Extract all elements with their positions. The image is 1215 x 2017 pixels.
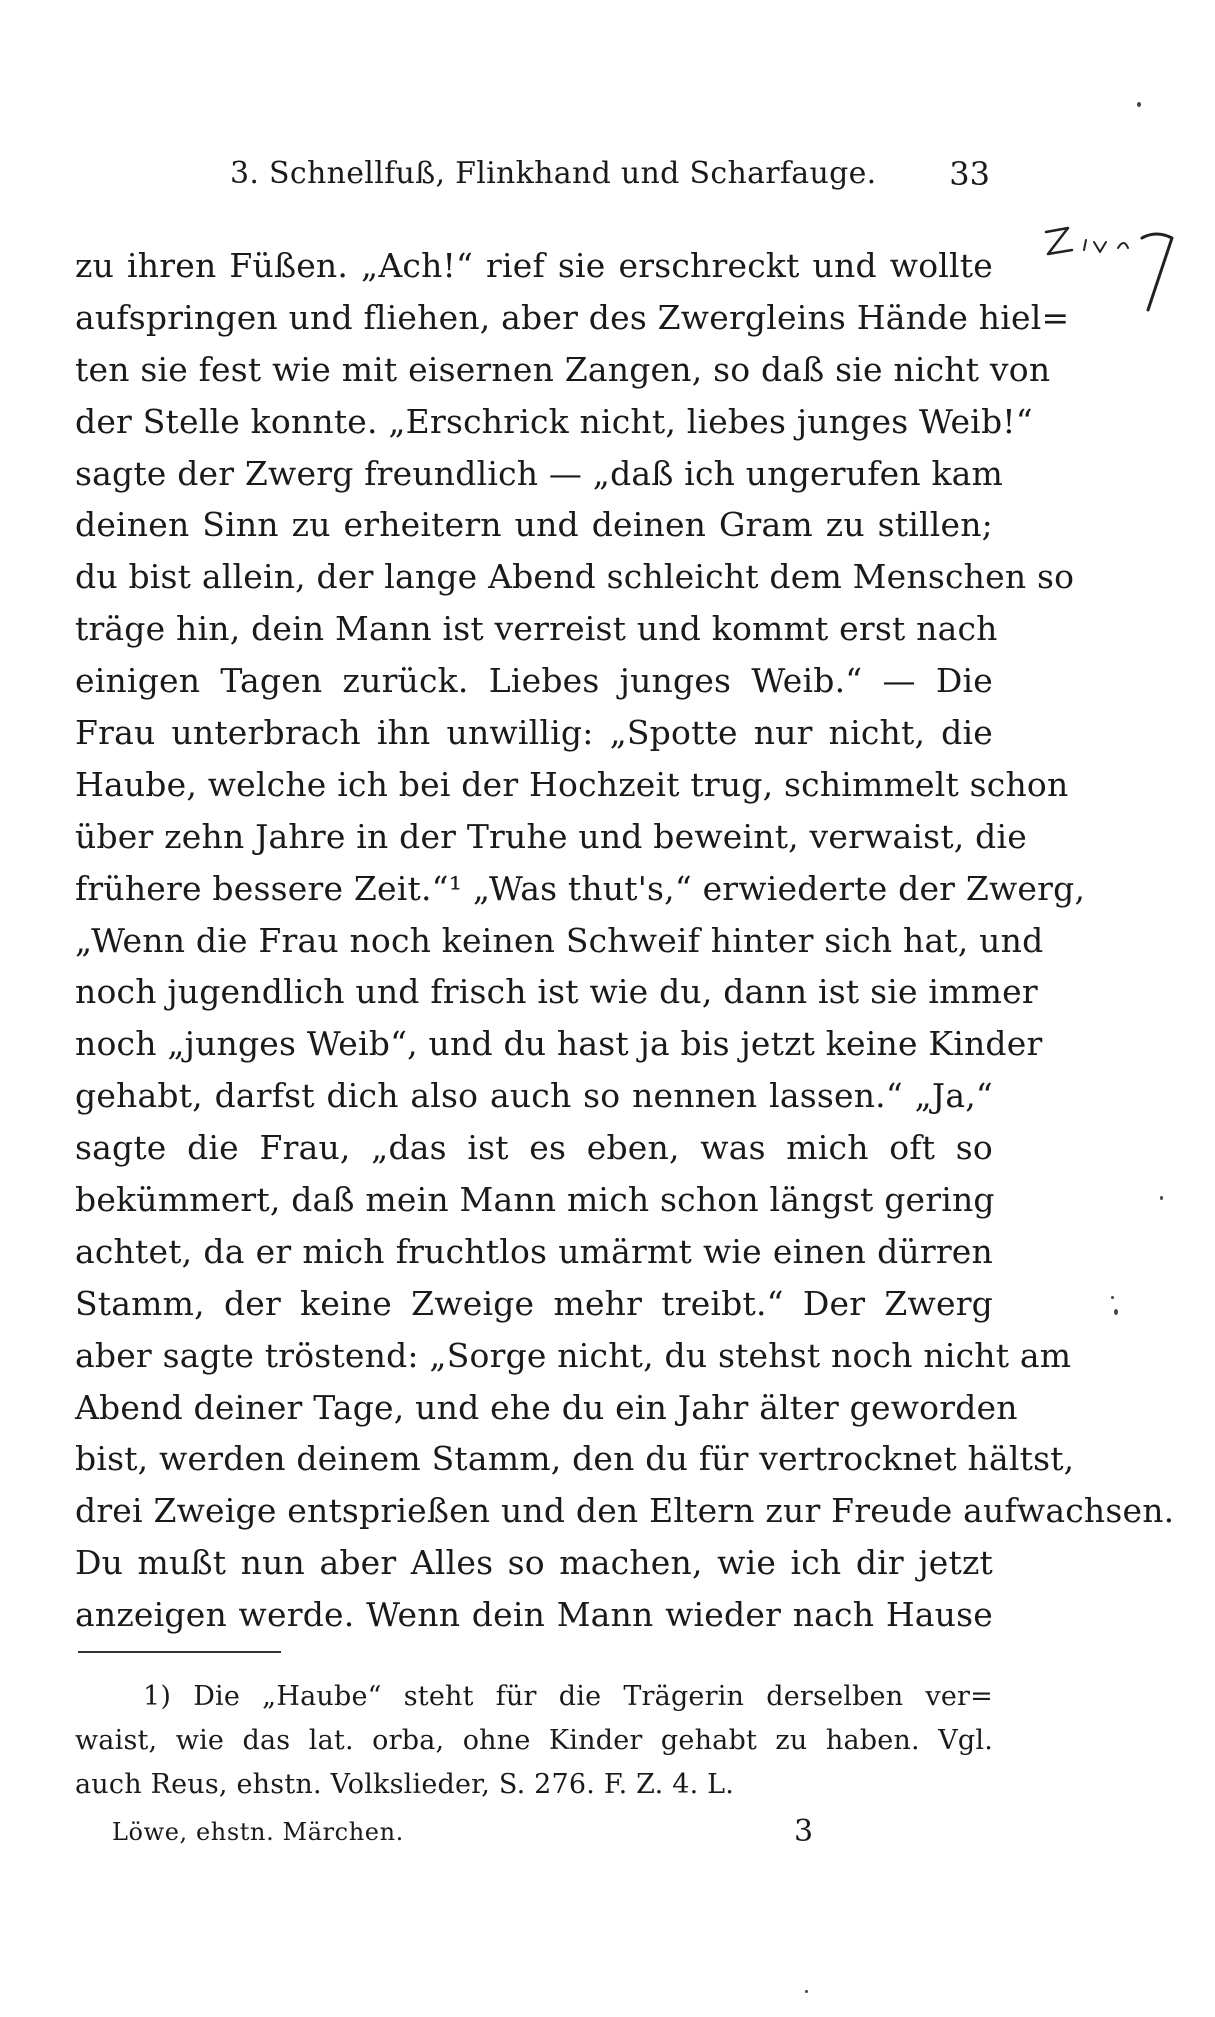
text-line: der Stelle konnte. „Erschrick nicht, liebes junges Weib!“: [75, 401, 1033, 441]
signature-text: Löwe, ehstn. Märchen.: [112, 1818, 404, 1846]
text-line: zu ihren Füßen. „Ach!“ rief sie erschreckt und wollte: [75, 246, 993, 285]
signature-line: [112, 1810, 812, 1854]
text-line: über zehn Jahre in der Truhe und beweint, verwaist, die: [75, 816, 1027, 856]
text-line: sagte die Frau, „das ist es eben, was mich oft so: [75, 1128, 993, 1168]
text-line: gehabt, darfst dich also auch so nennen lassen.“ „Ja,“: [75, 1076, 993, 1116]
text-line: Haube, welche ich bei der Hochzeit trug, schimmelt schon: [75, 764, 1069, 804]
text-line: Frau unterbrach ihn unwillig: „Spotte nur nicht, die: [75, 713, 993, 753]
text-line: „Wenn die Frau noch keinen Schweif hinter sich hat, und: [75, 920, 1044, 960]
footnote-line: waist, wie das lat. orba, ohne Kinder gehabt zu haben. Vgl.: [75, 1725, 993, 1756]
running-title: 3. Schnellfuß, Flinkhand und Scharfauge.: [230, 156, 877, 191]
paper-speck: [1114, 1309, 1118, 1315]
text-line: du bist allein, der lange Abend schleicht dem Menschen so: [75, 557, 1075, 597]
text-line: sagte der Zwerg freundlich — „daß ich ungerufen kam: [75, 453, 1004, 493]
text-line: deinen Sinn zu erheitern und deinen Gram zu stillen;: [75, 505, 993, 545]
paper-speck: [1160, 1196, 1163, 1200]
text-line: bekümmert, daß mein Mann mich schon längst gering: [75, 1180, 995, 1220]
paper-speck: [805, 1990, 808, 1993]
text-line: bist, werden deinem Stamm, den du für vertrocknet hältst,: [75, 1439, 1075, 1479]
body-text: [75, 240, 1175, 1641]
page-number: 33: [949, 155, 990, 193]
paper-speck: [1111, 1296, 1114, 1299]
text-line: noch jugendlich und frisch ist wie du, dann ist sie immer: [75, 972, 1038, 1012]
signature-mark: 3: [794, 1814, 814, 1849]
footnote-line: auch Reus, ehstn. Volkslieder, S. 276. F. Z. 4. L.: [75, 1769, 735, 1800]
footnote-divider: [78, 1651, 281, 1653]
text-line: träge hin, dein Mann ist verreist und kommt erst nach: [75, 609, 998, 649]
text-line: drei Zweige entsprießen und den Eltern zur Freude aufwachsen.: [75, 1491, 1175, 1531]
text-line: aufspringen und fliehen, aber des Zwergleins Hände hiel=: [75, 297, 1070, 337]
text-line: einigen Tagen zurück. Liebes junges Weib.“ — Die: [75, 661, 993, 701]
text-line: Stamm, der keine Zweige mehr treibt.“ Der Zwerg: [75, 1283, 993, 1323]
footnote: [75, 1675, 993, 1807]
text-line: Du mußt nun aber Alles so machen, wie ich dir jetzt: [75, 1543, 993, 1583]
paper-speck: [1137, 102, 1141, 107]
text-line: noch „junges Weib“, und du hast ja bis jetzt keine Kinder: [75, 1024, 1043, 1064]
text-line: anzeigen werde. Wenn dein Mann wieder nach Hause: [75, 1595, 993, 1635]
text-line: ten sie fest wie mit eisernen Zangen, so daß sie nicht von: [75, 349, 1051, 389]
text-line: Abend deiner Tage, und ehe du ein Jahr älter geworden: [75, 1387, 1018, 1427]
text-line: frühere bessere Zeit.“¹ „Was thut's,“ erwiederte der Zwerg,: [75, 868, 1086, 908]
running-head: [230, 150, 990, 198]
text-line: achtet, da er mich fruchtlos umärmt wie einen dürren: [75, 1231, 993, 1271]
text-line: aber sagte tröstend: „Sorge nicht, du stehst noch nicht am: [75, 1335, 1072, 1375]
footnote-line: 1) Die „Haube“ steht für die Trägerin derselben ver=: [143, 1681, 993, 1712]
handwritten-margin-note: [1038, 222, 1198, 342]
